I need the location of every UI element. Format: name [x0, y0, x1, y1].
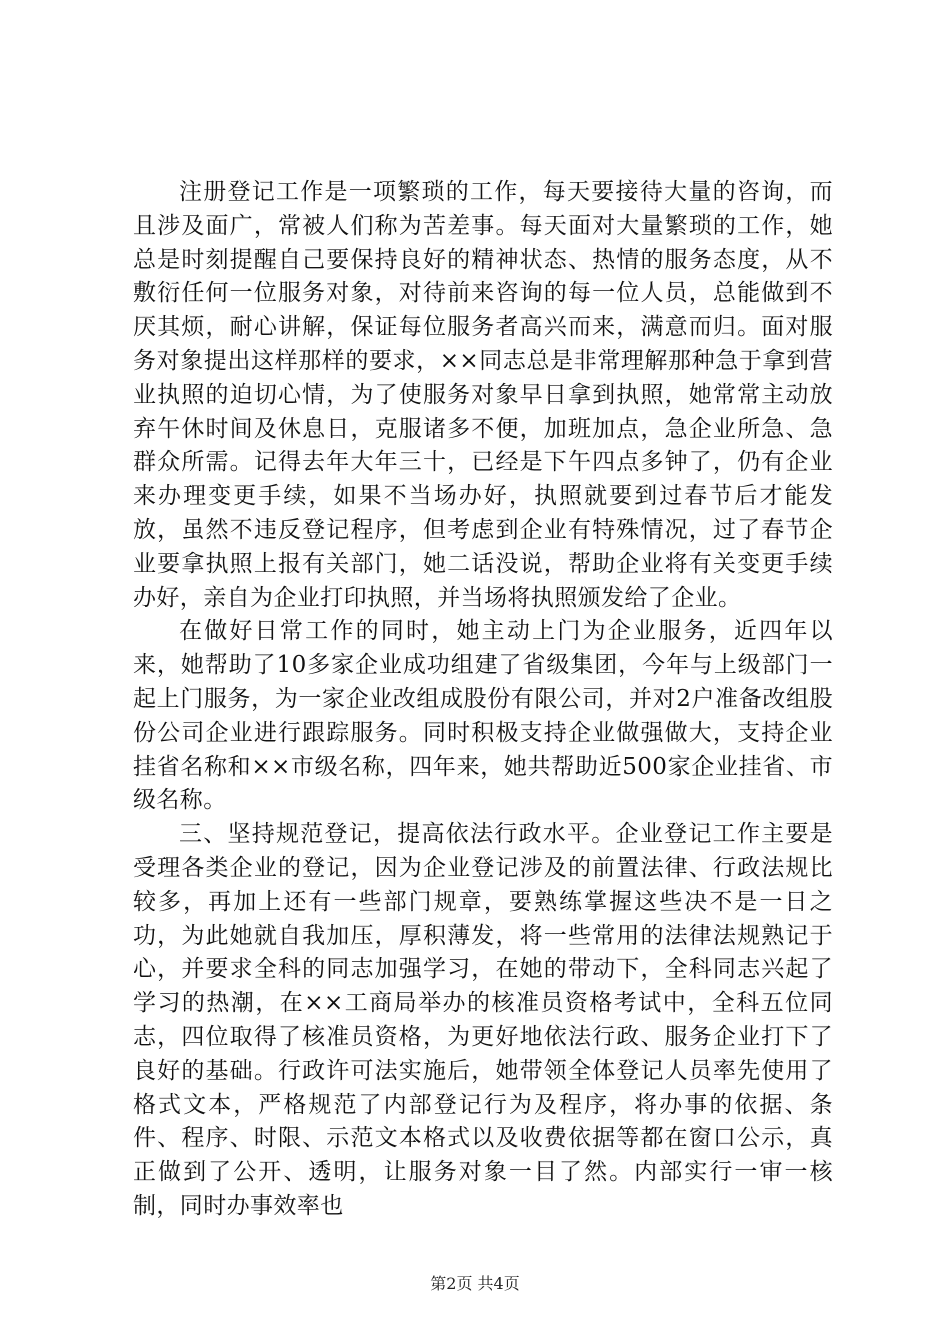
paragraph: 在做好日常工作的同时，她主动上门为企业服务，近四年以来，她帮助了10多家企业成功组建了省级集团，今年与上级部门一起上门服务，为一家企业改组成股份有限公司，并对2户准备改组股份公司企业进行跟踪服务。同时积极支持企业做强做大，支持企业挂省名称和××市级名称，四年来，她共帮助近500家企业挂省、市级名称。 — [133, 618, 833, 814]
paragraph: 注册登记工作是一项繁琐的工作，每天要接待大量的咨询，而且涉及面广，常被人们称为苦差事。每天面对大量繁琐的工作，她总是时刻提醒自己要保持良好的精神状态、热情的服务态度，从不敷衍任何一位服务对象，对待前来咨询的每一位人员，总能做到不厌其烦，耐心讲解，保证每位服务者高兴而来，满意而归。面对服务对象提出这样那样的要求，××同志总是非常理解那种急于拿到营业执照的迫切心情，为了使服务对象早日拿到执照，她常常主动放弃午休时间及休息日，克服诸多不便，加班加点，急企业所急、急群众所需。记得去年大年三十，已经是下午四点多钟了，仍有企业来办理变更手续，如果不当场办好，执照就要到过春节后才能发放，虽然不违反登记程序，但考虑到企业有特殊情况，过了春节企业要拿执照上报有关部门，她二话没说，帮助企业将有关变更手续办好，亲自为企业打印执照，并当场将执照颁发给了企业。 — [133, 179, 833, 611]
document-body — [133, 176, 833, 1224]
paragraph: 三、坚持规范登记，提高依法行政水平。企业登记工作主要是受理各类企业的登记，因为企业登记涉及的前置法律、行政法规比较多，再加上还有一些部门规章，要熟练掌握这些决不是一日之功，为此她就自我加压，厚积薄发，将一些常用的法律法规熟记于心，并要求全科的同志加强学习，在她的带动下，全科同志兴起了学习的热潮，在××工商局举办的核准员资格考试中，全科五位同志，四位取得了核准员资格，为更好地依法行政、服务企业打下了良好的基础。行政许可法实施后，她带领全体登记人员率先使用了格式文本，严格规范了内部登记行为及程序，将办事的依据、条件、程序、时限、示范文本格式以及收费依据等都在窗口公示，真正做到了公开、透明，让服务对象一目了然。内部实行一审一核制，同时办事效率也 — [133, 821, 833, 1219]
page-number-footer: 第2页 共4页 — [430, 1274, 520, 1293]
